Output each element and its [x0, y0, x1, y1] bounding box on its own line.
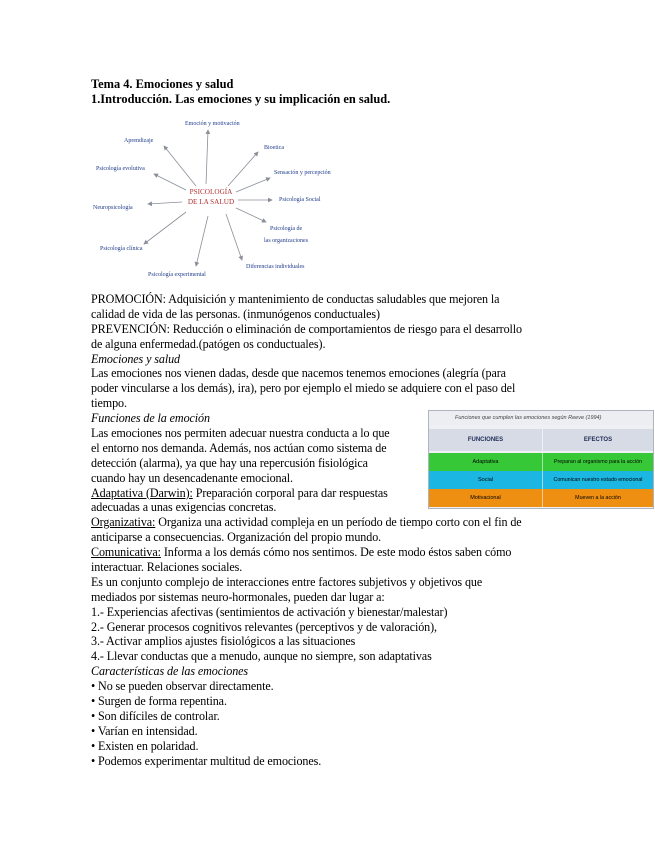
adaptativa-text: Preparación corporal para dar respuestas	[192, 485, 388, 500]
document-title: Tema 4. Emociones y salud	[91, 77, 234, 91]
table-header-funciones: FUNCIONES	[429, 429, 543, 451]
organizativa-line: anticiparse a consecuencias. Organización del propio mundo.	[91, 530, 382, 545]
prevencion-line: PREVENCIÓN: Reducción o eliminación de comportamientos de riesgo para el desarrollo	[91, 321, 522, 336]
table-cell-funcion: Motivacional	[429, 489, 543, 507]
promocion-line: PROMOCIÓN: Adquisición y mantenimiento de conductas saludables que mejoren la	[91, 292, 500, 306]
emociones-salud-heading: Emociones y salud	[91, 351, 180, 366]
list-item: 2.- Generar procesos cognitivos relevantes (perceptivos y de valoración),	[91, 619, 437, 634]
table-cell-efecto: Comunican nuestro estado emocional	[553, 477, 643, 483]
diagram-label: las organizaciones	[264, 238, 309, 244]
bullet-item: • Son difíciles de controlar.	[91, 708, 220, 723]
organizativa-text: Organiza una actividad compleja en un período de tiempo corto con el fin de	[155, 515, 522, 530]
organizativa-term: Organizativa:	[91, 515, 156, 530]
diagram-label: Diferencias individuales	[246, 264, 305, 270]
funciones-line: detección (alarma), ya que hay una repercusión fisiológica	[91, 455, 368, 470]
adaptativa-line	[91, 486, 571, 501]
table-header-efectos: EFECTOS	[583, 437, 613, 443]
promocion-line: calidad de vida de las personas. (inmunógenos conductuales)	[91, 306, 380, 321]
funciones-line: Las emociones nos permiten adecuar nuestra conducta a lo que	[91, 426, 390, 441]
bullet-item: • Podemos experimentar multitud de emociones.	[91, 753, 322, 768]
funciones-heading: Funciones de la emoción	[91, 411, 210, 426]
bullet-item: • Surgen de forma repentina.	[91, 694, 227, 709]
comunicativa-line: interactuar. Relaciones sociales.	[91, 560, 243, 575]
section-heading: 1.Introducción. Las emociones y su implicación en salud.	[91, 92, 391, 106]
comunicativa-line	[91, 545, 571, 560]
adaptativa-line: adecuadas a unas exigencias concretas.	[91, 500, 277, 515]
diagram-label: Bioetica	[264, 145, 284, 151]
diagram-label: Psicología clínica	[100, 246, 143, 252]
comunicativa-term: Comunicativa:	[91, 545, 161, 560]
emociones-line: poder vincularse a los demás), ira), pero por ejemplo el miedo se adquiere con el paso del	[91, 381, 516, 396]
table-caption: Funciones que cumplen las emociones según Reeve (1994)	[429, 411, 653, 425]
comunicativa-text: Informa a los demás cómo nos sentimos. De este modo éstos saben cómo	[160, 545, 512, 560]
emociones-line: tiempo.	[91, 396, 127, 411]
list-item: 1.- Experiencias afectivas (sentimientos de activación y bienestar/malestar)	[91, 604, 448, 619]
caracteristicas-heading: Características de las emociones	[91, 664, 249, 679]
diagram-label: Sensación y percepción	[274, 170, 331, 176]
diagram-center-line1: PSICOLOGÍA	[189, 188, 233, 196]
table-cell-efecto: Mueven a la acción	[575, 495, 621, 501]
bullet-item: • No se pueden observar directamente.	[91, 679, 274, 694]
prevencion-line: de alguna enfermedad.(patógen os conductuales).	[91, 336, 326, 351]
bullet-item: • Existen en polaridad.	[91, 738, 199, 753]
diagram-label: Emoción y motivación	[185, 121, 240, 127]
table-cell-funcion: Adaptativa	[429, 453, 543, 471]
document-body	[91, 292, 571, 769]
table-cell-funcion: Social	[429, 471, 543, 489]
table-cell-efecto: Preparan al organismo para la acción	[553, 459, 643, 465]
diagram-label: Psicología experimental	[148, 272, 206, 278]
diagram-center-line2: DE LA SALUD	[187, 198, 235, 206]
organizativa-line	[91, 515, 571, 530]
diagram-label: Psicología evolutiva	[96, 166, 145, 172]
conjunto-line: Es un conjunto complejo de interacciones entre factores subjetivos y objetivos que	[91, 574, 483, 589]
diagram-label: Psicología de	[270, 226, 303, 232]
emociones-line: Las emociones nos vienen dadas, desde que nacemos tenemos emociones (alegría (para	[91, 366, 506, 381]
psychology-of-health-diagram	[88, 112, 348, 284]
list-item: 4.- Llevar conductas que a menudo, aunque no siempre, son adaptativas	[91, 649, 432, 664]
list-item: 3.- Activar amplios ajustes fisiológicos a las situaciones	[91, 634, 356, 649]
diagram-label: Neuropsicología	[93, 205, 133, 211]
bullet-item: • Varían en intensidad.	[91, 723, 198, 738]
diagram-label: Psicología Social	[279, 197, 321, 203]
adaptativa-term: Adaptativa (Darwin):	[91, 485, 193, 500]
funciones-line: cuando hay un desencadenante emocional.	[91, 470, 293, 485]
funciones-line: el entorno nos demanda. Además, nos actúan como sistema de	[91, 440, 387, 455]
conjunto-line: mediados por sistemas neuro-hormonales, pueden dar lugar a:	[91, 589, 385, 604]
diagram-label: Aprendizaje	[124, 138, 154, 144]
